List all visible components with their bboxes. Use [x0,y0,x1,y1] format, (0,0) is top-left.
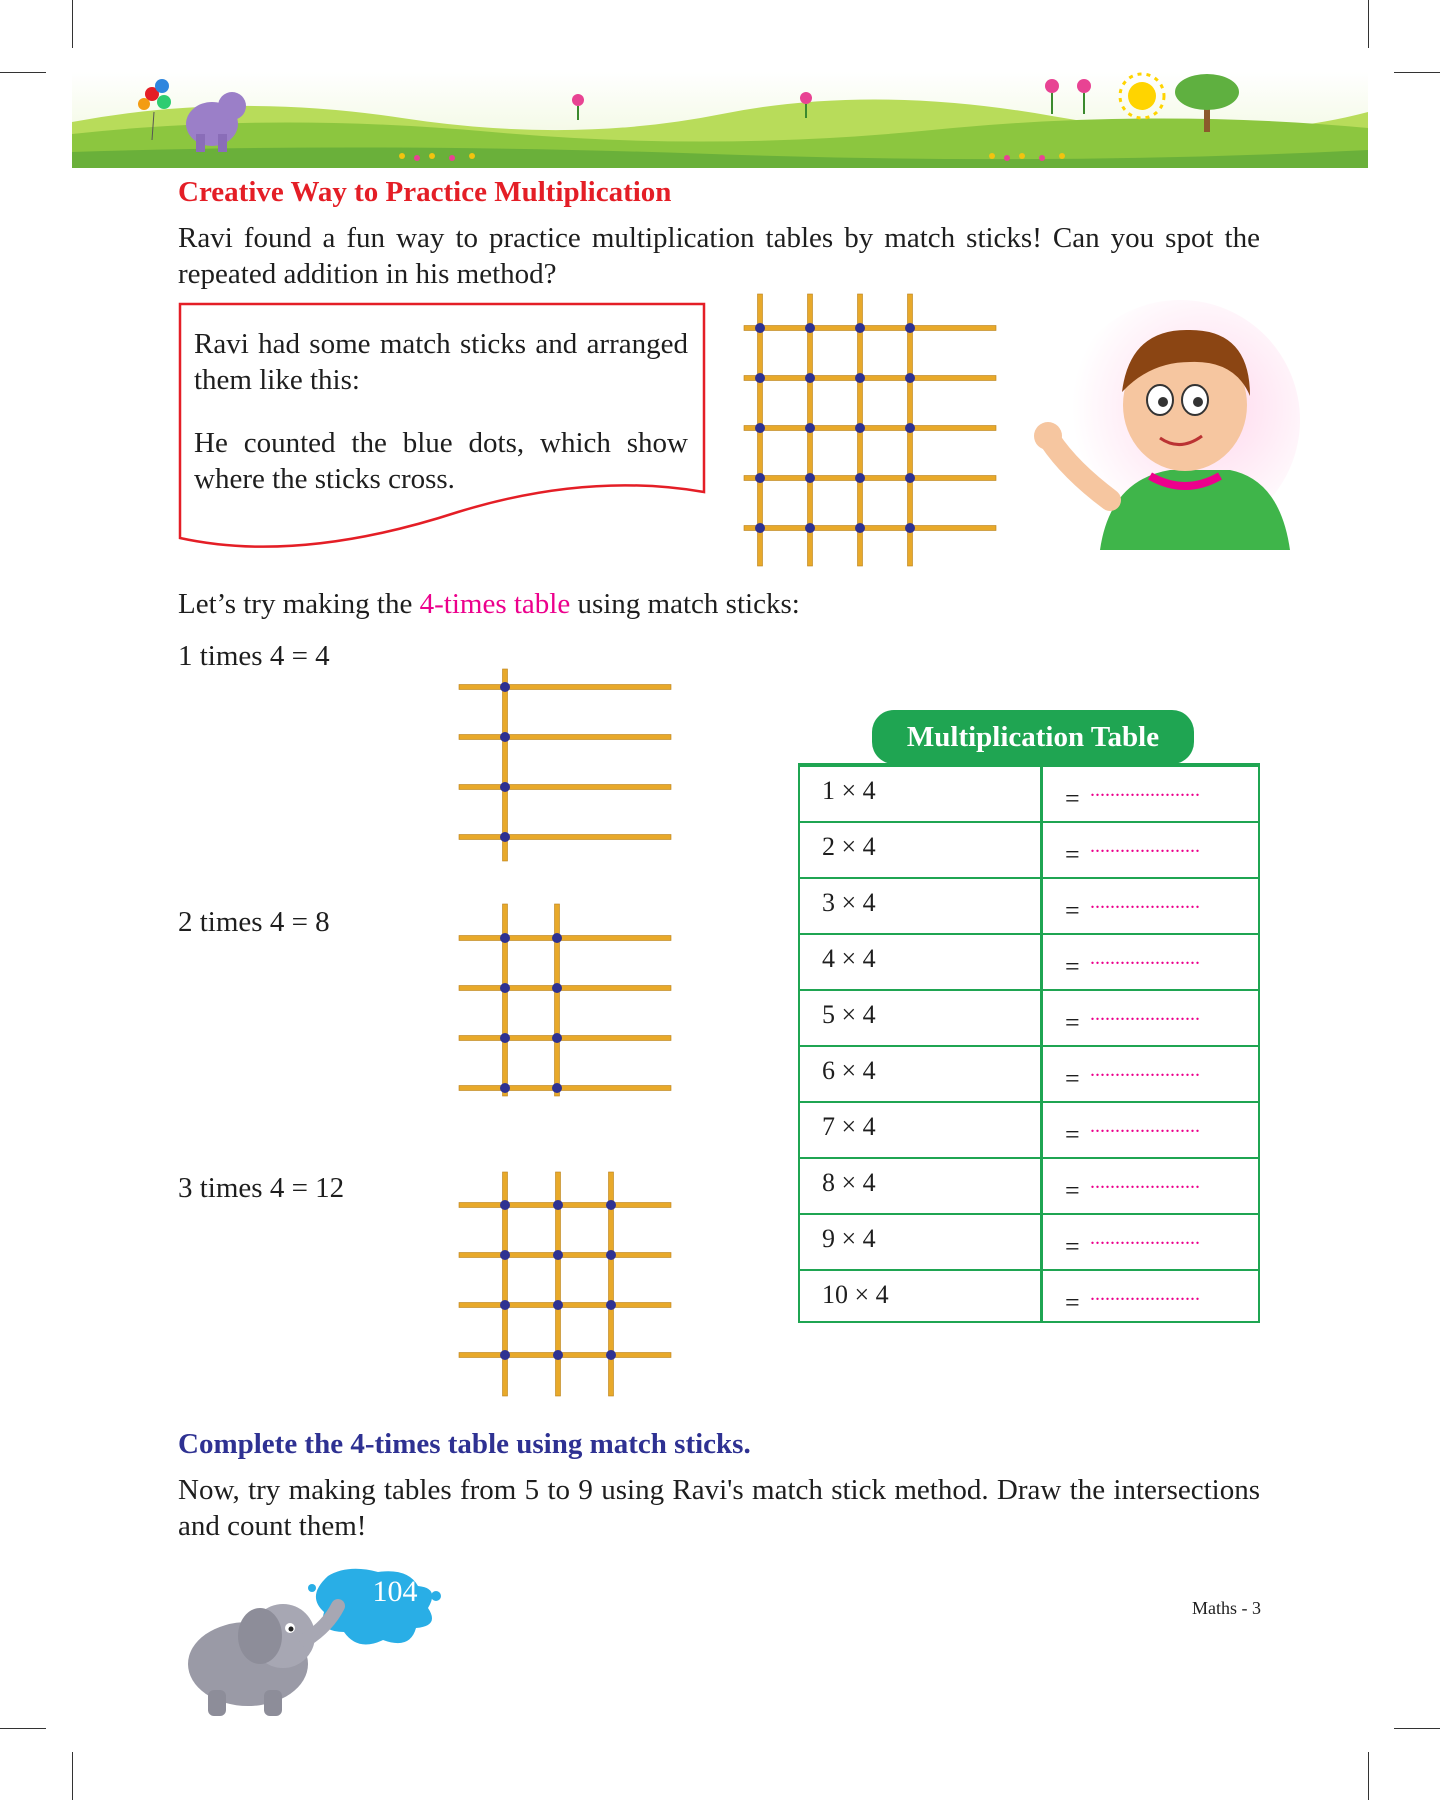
intersection-dot [855,373,865,383]
intersection-dot [606,1200,616,1210]
horizontal-match-stick [744,476,996,481]
intersection-dot [552,1083,562,1093]
footer-subject-label: Maths - 3 [1192,1598,1261,1618]
crop-mark [1394,72,1440,73]
table-row [800,989,1258,1045]
table-row [800,1101,1258,1157]
bubble-text-2: He counted the blue dots, which show where the sticks cross. [194,427,688,495]
table-row [800,933,1258,989]
header-banner-illustration [72,72,1368,168]
intersection-dot [755,523,765,533]
row-expression: 2 × 4 [822,832,876,861]
answer-blank[interactable]: ...................... [1090,1227,1200,1249]
row-expression: 3 × 4 [822,888,876,917]
intersection-dot [805,323,815,333]
answer-blank[interactable]: ...................... [1090,1283,1200,1305]
vertical-match-stick [555,904,560,1096]
table-row [800,877,1258,933]
intersection-dot [500,1200,510,1210]
intersection-dot [500,1083,510,1093]
intersection-dot [500,732,510,742]
intersection-dot [905,423,915,433]
horizontal-match-stick [744,326,996,331]
row-equals: = [1065,784,1080,813]
crop-mark [1368,1752,1369,1800]
intersection-dot [500,1250,510,1260]
table-row [800,1269,1258,1325]
intersection-dot [905,373,915,383]
row-equals: = [1065,1120,1080,1149]
horizontal-match-stick [459,1086,671,1091]
intersection-dot [552,1033,562,1043]
answer-blank[interactable]: ...................... [1090,891,1200,913]
intersection-dot [805,423,815,433]
intersection-dot [606,1250,616,1260]
answer-blank[interactable]: ...................... [1090,1171,1200,1193]
row-expression: 5 × 4 [822,1000,876,1029]
intersection-dot [500,782,510,792]
multiplication-table-title: Multiplication Table [872,710,1194,764]
horizontal-match-stick [459,735,671,740]
row-expression: 1 × 4 [822,776,876,805]
horizontal-match-stick [459,835,671,840]
intersection-dot [805,523,815,533]
row-equals: = [1065,1232,1080,1261]
lets-try-highlight: 4-times table [419,588,571,620]
intersection-dot [805,373,815,383]
intersection-dot [553,1300,563,1310]
row-equals: = [1065,840,1080,869]
vertical-match-stick [503,904,508,1096]
horizontal-match-stick [744,526,996,531]
intersection-dot [553,1200,563,1210]
row-equals: = [1065,896,1080,925]
match-stick-grid-1 [455,665,675,865]
intersection-dot [500,682,510,692]
intersection-dot [855,423,865,433]
row-expression: 8 × 4 [822,1168,876,1197]
row-expression: 6 × 4 [822,1056,876,1085]
table-row [800,821,1258,877]
intersection-dot [805,473,815,483]
answer-blank[interactable]: ...................... [1090,1059,1200,1081]
table-row [800,765,1258,821]
row-equals: = [1065,1288,1080,1317]
example-label-3: 3 times 4 = 12 [178,1172,345,1204]
intersection-dot [500,1033,510,1043]
intersection-dot [500,983,510,993]
answer-blank[interactable]: ...................... [1090,779,1200,801]
answer-blank[interactable]: ...................... [1090,1115,1200,1137]
crop-mark [72,0,73,48]
lets-try-prefix: Let’s try making the [178,588,420,620]
intersection-dot [552,983,562,993]
match-stick-grid-2 [455,900,675,1100]
match-stick-grid-large [740,290,1000,570]
crop-mark [72,1752,73,1800]
intersection-dot [500,832,510,842]
crop-mark [0,72,46,73]
table-row [800,1157,1258,1213]
horizontal-match-stick [459,1203,671,1208]
horizontal-match-stick [459,936,671,941]
intersection-dot [500,1350,510,1360]
section-title-creative: Creative Way to Practice Multiplication [178,176,672,208]
horizontal-match-stick [744,426,996,431]
page-number: 104 [372,1575,418,1608]
example-label-1: 1 times 4 = 4 [178,640,330,672]
intersection-dot [755,473,765,483]
intersection-dot [855,323,865,333]
intersection-dot [905,523,915,533]
horizontal-match-stick [744,376,996,381]
intersection-dot [855,473,865,483]
horizontal-match-stick [459,1353,671,1358]
intersection-dot [552,933,562,943]
intersection-dot [855,523,865,533]
section-title-complete: Complete the 4-times table using match sticks. [178,1428,751,1460]
intersection-dot [905,473,915,483]
horizontal-match-stick [459,1036,671,1041]
row-equals: = [1065,952,1080,981]
row-equals: = [1065,1008,1080,1037]
row-expression: 10 × 4 [822,1280,889,1309]
row-expression: 9 × 4 [822,1224,876,1253]
multiplication-table [798,763,1260,1323]
lets-try-suffix: using match sticks: [570,588,800,620]
intersection-dot [755,423,765,433]
intro-paragraph: Ravi found a fun way to practice multiplication tables by match sticks! Can you spot the repeated addition in his method? [178,222,1260,290]
intersection-dot [553,1350,563,1360]
intersection-dot [500,1300,510,1310]
horizontal-match-stick [459,1253,671,1258]
bubble-text-1: Ravi had some match sticks and arranged them like this: [194,328,688,396]
intersection-dot [606,1350,616,1360]
answer-blank[interactable]: ...................... [1090,947,1200,969]
crop-mark [1368,0,1369,48]
intersection-dot [553,1250,563,1260]
row-equals: = [1065,1064,1080,1093]
answer-blank[interactable]: ...................... [1090,835,1200,857]
lets-try-line [178,586,800,622]
row-expression: 7 × 4 [822,1112,876,1141]
row-equals: = [1065,1176,1080,1205]
horizontal-match-stick [459,986,671,991]
table-row [800,1045,1258,1101]
instructions-paragraph: Now, try making tables from 5 to 9 using Ravi's match stick method. Draw the intersections and count them! [178,1474,1260,1542]
intersection-dot [905,323,915,333]
intersection-dot [755,323,765,333]
ravi-boy-illustration [1010,300,1300,560]
crop-mark [0,1728,46,1729]
horizontal-match-stick [459,1303,671,1308]
intersection-dot [755,373,765,383]
intersection-dot [606,1300,616,1310]
crop-mark [1394,1728,1440,1729]
answer-blank[interactable]: ...................... [1090,1003,1200,1025]
example-label-2: 2 times 4 = 8 [178,906,330,938]
horizontal-match-stick [459,685,671,690]
row-expression: 4 × 4 [822,944,876,973]
table-row [800,1213,1258,1269]
match-stick-grid-3 [455,1168,675,1400]
horizontal-match-stick [459,785,671,790]
intersection-dot [500,933,510,943]
